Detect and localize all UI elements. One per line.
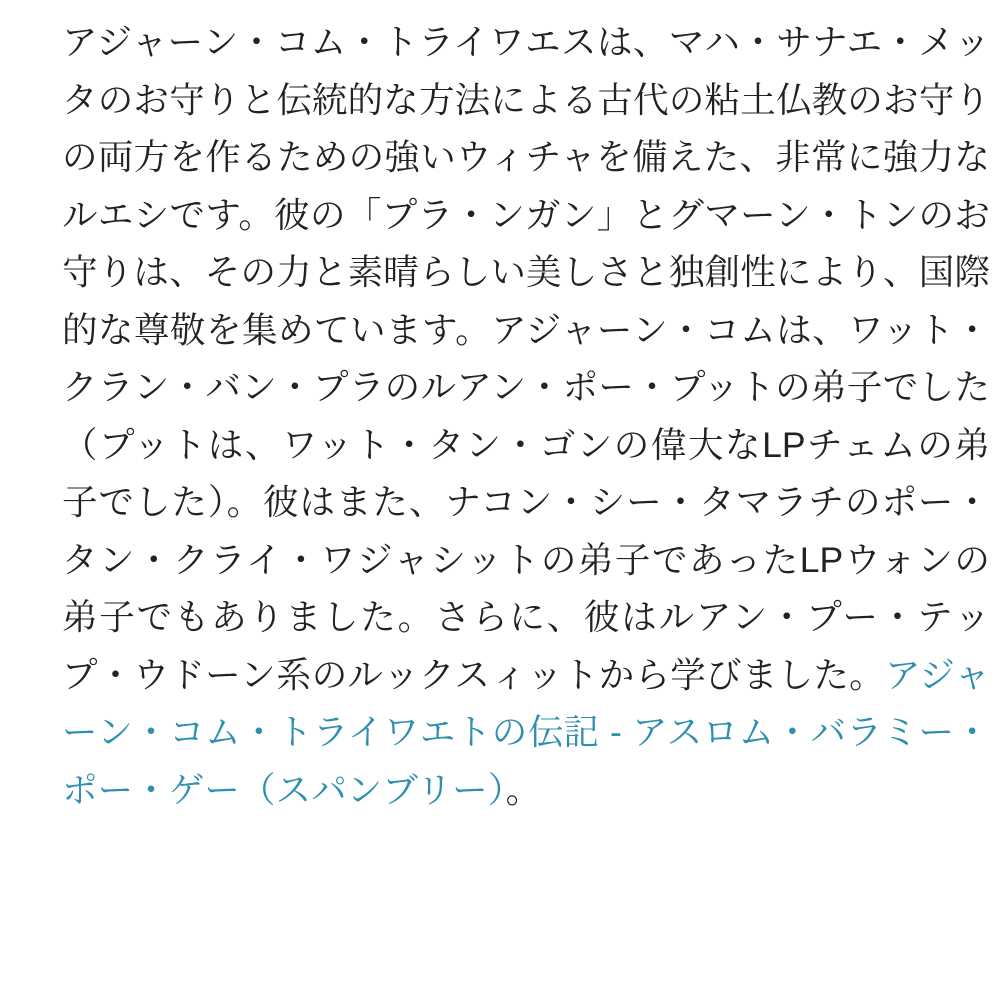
right-margin	[990, 0, 1008, 1007]
paragraph-text-before-link: アジャーン・コム・トライワエスは、マハ・サナエ・メッタのお守りと伝統的な方法による古代の粘土仏教のお守りの両方を作るための強いウィチャを備えた、非常に強力なルエシです。彼の「プラ・ンガン」とグマーン・トンのお守りは、その力と素晴らしい美しさと独創性により、国際的な尊敬を集めています。アジャーン・コムは、ワット・クラン・バン・プラのルアン・ポー・プットの弟子でした（プットは、ワット・タン・ゴンの偉大なLPチェムの弟子でした）。彼はまた、ナコン・シー・タマラチのポー・タン・クライ・ワジャシットの弟子であったLPウォンの弟子でもありました。さらに、彼はルアン・プー・テップ・ウドーン系のルックスィットから学びました。	[62, 22, 990, 695]
biography-link[interactable]: アジャーン・コム・トライワエトの伝記 - アスロム・バラミー・ポー・ゲー（スパンブリー）	[62, 654, 991, 810]
article-content	[62, 0, 990, 1007]
left-margin	[0, 0, 62, 1007]
paragraph-text-after-link: 。	[505, 769, 542, 810]
article-paragraph	[62, 14, 990, 819]
